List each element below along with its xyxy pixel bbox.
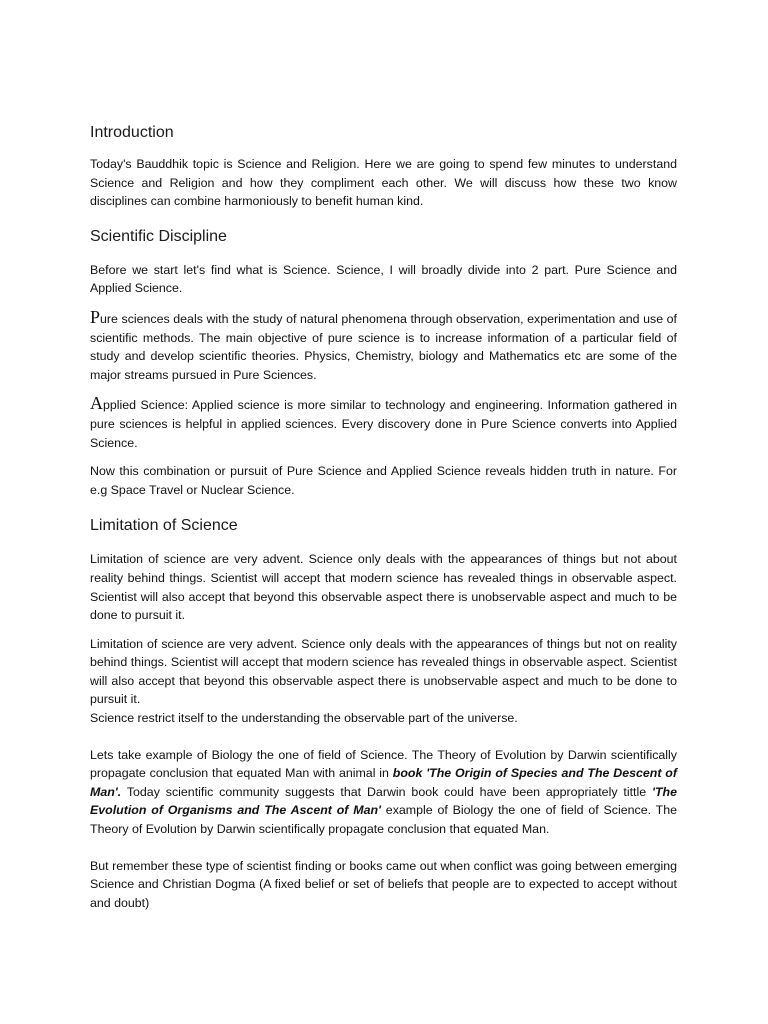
- pure-science-paragraph: [90, 308, 677, 384]
- heading-introduction: Introduction: [90, 124, 174, 141]
- biology-text-3: example of Biology the one of field of Science. The Theory of Evolution by Darwin scientifically propagate conclusion that equated Man.: [90, 803, 677, 837]
- limitation-paragraph-2: Limitation of science are very advent. Science only deals with the appearances of things but not on reality behind things. Scientist will accept that modern science has revealed things in observable aspect. Scientist will also accept that beyond this observable aspect there is unobservable aspect and much to be done to pursuit it.: [90, 636, 677, 707]
- applied-science-initial: A: [90, 393, 103, 414]
- book-title-evolution-of-organisms: 'The Evolution of Organisms and The Ascent of Man': [90, 784, 677, 818]
- science-intro-paragraph: Before we start let's find what is Science. Science, I will broadly divide into 2 part. Pure Science and Applied Science.: [90, 262, 677, 296]
- pure-science-initial: P: [90, 306, 101, 327]
- combination-paragraph: Now this combination or pursuit of Pure Science and Applied Science reveals hidden truth in nature. For e.g Space Travel or Nuclear Science.: [90, 464, 677, 497]
- document-body: [90, 120, 677, 912]
- applied-science-text: pplied Science: Applied science is more similar to technology and engineering. Information gathered in pure sciences is helpful in applied sciences. Every discovery done in Pure Science converts into Applied Science.: [90, 398, 677, 450]
- limitation-paragraph-1: Limitation of science are very advent. Science only deals with the appearances of things but not about reality behind things. Scientist will accept that modern science has revealed things in observable aspect. Scientist will also accept that beyond this observable aspect there is unobservable aspect and much to be done to pursuit it.: [90, 552, 677, 623]
- applied-science-paragraph: [90, 394, 677, 452]
- heading-limitation-of-science: Limitation of Science: [90, 517, 238, 535]
- biology-text-2: Today scientific community suggests that Darwin book could have been appropriately tittle: [121, 784, 653, 799]
- biology-example-paragraph: [90, 746, 677, 839]
- observable-part-line: Science restrict itself to the understanding the observable part of the universe.: [90, 711, 518, 726]
- heading-scientific-discipline: Scientific Discipline: [90, 227, 227, 245]
- book-title-origin-of-species: book 'The Origin of Species and The Descent of Man'.: [90, 766, 677, 799]
- introduction-paragraph: Today's Bauddhik topic is Science and Religion. Here we are going to spend few minutes to understand Science and Religion and how they compliment each other. We will discuss how these two know disciplines can combine harmoniously to benefit human kind.: [90, 157, 677, 209]
- conflict-paragraph: But remember these type of scientist finding or books came out when conflict was going between emerging Science and Christian Dogma (A fixed belief or set of beliefs that people are to expected to accept without and doubt): [90, 858, 677, 910]
- biology-text-1: Lets take example of Biology the one of field of Science. The Theory of Evolution by Darwin scientifically propagate conclusion that equated Man with animal in: [90, 747, 677, 781]
- pure-science-text: ure sciences deals with the study of natural phenomena through observation, experimentation and use of scientific methods. The main objective of pure science is to increase information of a particular field of study and develop scientific theories. Physics, Chemistry, biology and Mathematics etc are some of the major streams pursued in Pure Sciences.: [90, 311, 677, 382]
